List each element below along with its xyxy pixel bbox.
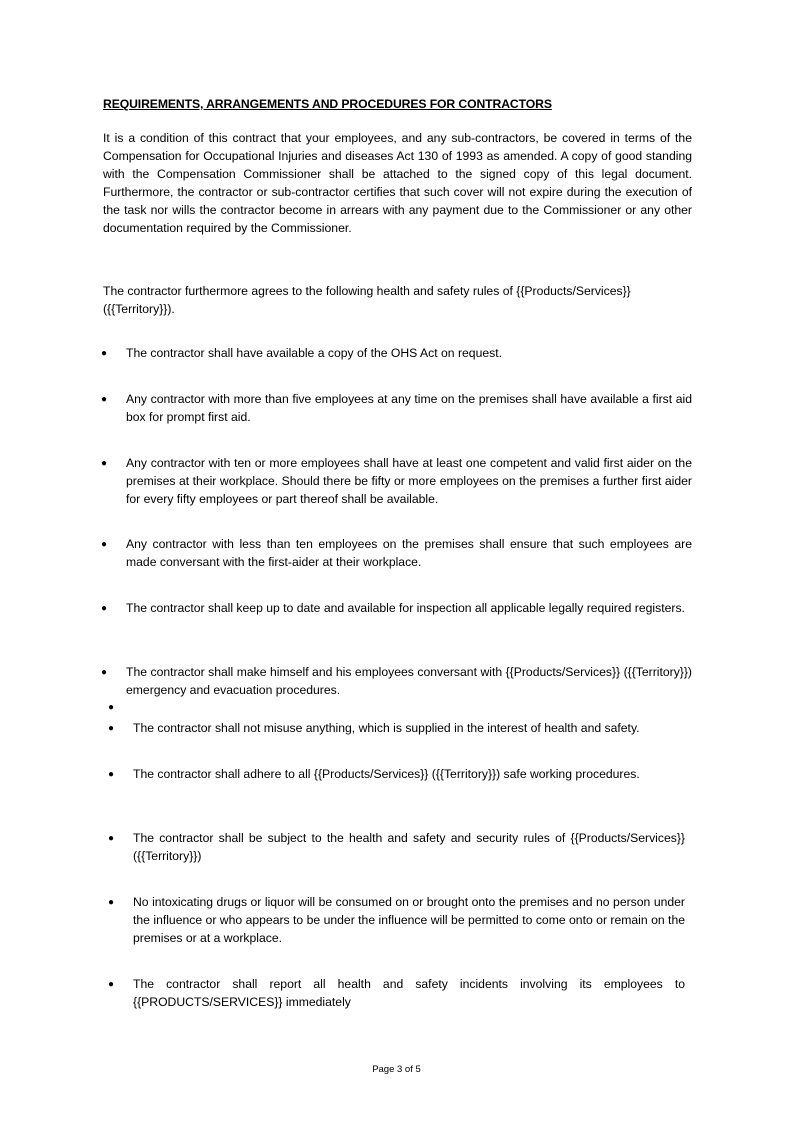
list-bullet: ● <box>100 539 108 550</box>
rule-no-intoxication: No intoxicating drugs or liquor will be consumed on or brought onto the premises and no person under the influence or who appears to be under the influence will be permitted to come onto or remain on the premises or at a workplace. <box>133 895 685 945</box>
rule-safe-working: The contractor shall adhere to all {{Products/Services}} ({{Territory}}) safe working procedures. <box>133 767 640 781</box>
rule-ohs-act: The contractor shall have available a copy of the OHS Act on request. <box>126 346 502 360</box>
list-bullet: ● <box>107 979 115 990</box>
document-heading: REQUIREMENTS, ARRANGEMENTS AND PROCEDURES FOR CONTRACTORS <box>103 97 552 111</box>
rule-conversant-first-aider: Any contractor with less than ten employees on the premises shall ensure that such employees are made conversant with the first-aider at their workplace. <box>126 537 692 569</box>
rule-emergency-procedures: The contractor shall make himself and his employees conversant with {{Products/Services}} ({{Territory}}) emergency and evacuation procedures. <box>126 665 692 697</box>
list-bullet: ● <box>100 603 108 614</box>
rule-no-misuse: The contractor shall not misuse anything, which is supplied in the interest of health and safety. <box>133 721 640 735</box>
rule-security-rules: The contractor shall be subject to the health and safety and security rules of {{Products/Services}} ({{Territory}}) <box>133 831 685 863</box>
list-bullet: ● <box>107 897 115 908</box>
rule-report-incidents: The contractor shall report all health and safety incidents involving its employees to {{PRODUCTS/SERVICES}} immediately <box>133 977 685 1009</box>
rule-first-aid-box: Any contractor with more than five employees at any time on the premises shall have available a first aid box for prompt first aid. <box>126 392 692 424</box>
list-bullet: ● <box>100 458 108 469</box>
list-bullet: ● <box>107 723 115 734</box>
agreement-paragraph: The contractor furthermore agrees to the following health and safety rules of {{Products/Services}} ({{Territory}}). <box>103 284 631 316</box>
page-number: Page 3 of 5 <box>372 1064 421 1075</box>
rule-first-aider: Any contractor with ten or more employees shall have at least one competent and valid first aider on the premises at their workplace. Should there be fifty or more employees on the premises a further first aider for every fifty employees or part thereof shall be available. <box>126 456 692 506</box>
list-bullet: ● <box>107 769 115 780</box>
list-bullet-empty: ● <box>107 702 115 713</box>
rule-registers: The contractor shall keep up to date and available for inspection all applicable legally required registers. <box>126 601 685 615</box>
list-bullet: ● <box>107 833 115 844</box>
list-bullet: ● <box>100 348 108 359</box>
list-bullet: ● <box>100 667 108 678</box>
list-bullet: ● <box>100 394 108 405</box>
compensation-paragraph: It is a condition of this contract that your employees, and any sub-contractors, be covered in terms of the Compensation for Occupational Injuries and diseases Act 130 of 1993 as amended. A copy of good standing with the Compensation Commissioner shall be attached to the signed copy of this legal document. Furthermore, the contractor or sub-contractor certifies that such cover will not expire during the execution of the task nor wills the contractor become in arrears with any payment due to the Commissioner or any other documentation required by the Commissioner. <box>103 131 692 235</box>
